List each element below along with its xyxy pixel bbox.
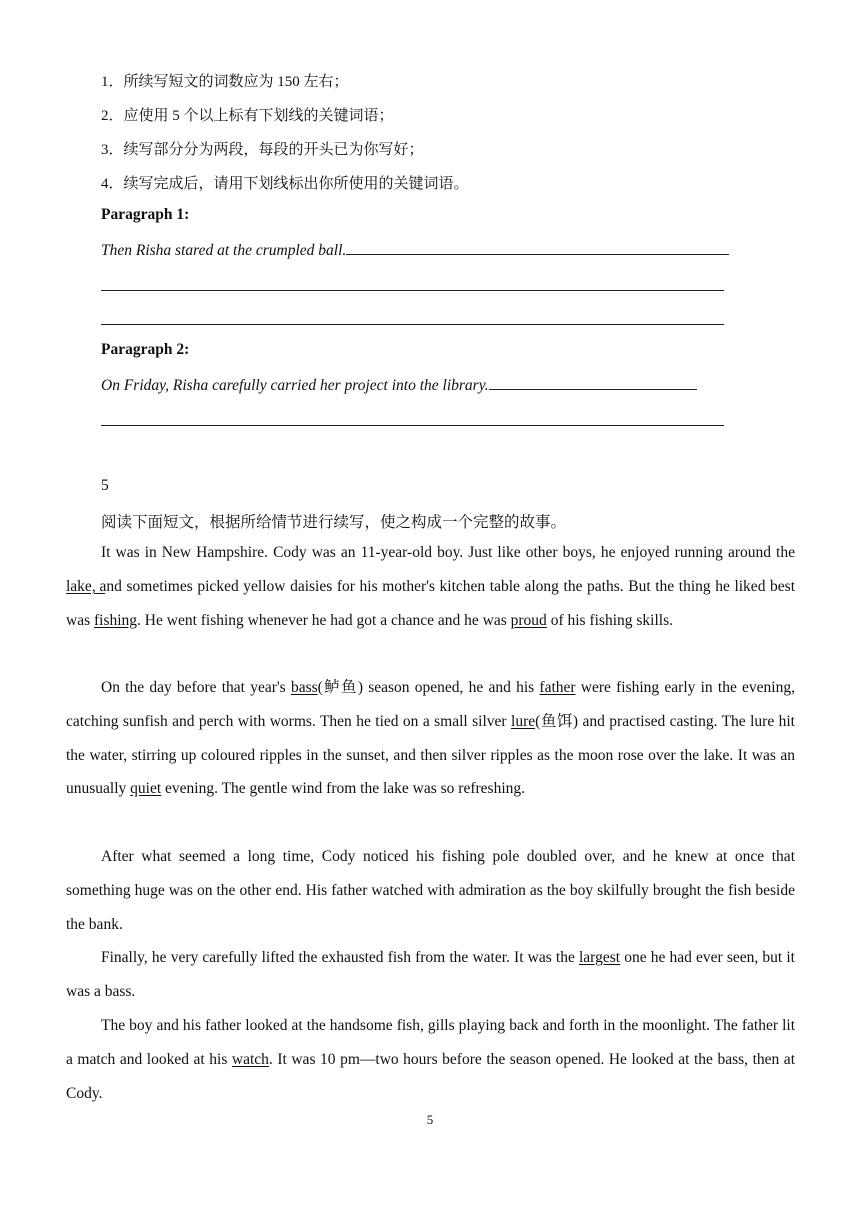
keyword-watch: watch — [231, 1050, 269, 1068]
requirement-2: 2．应使用 5 个以上标有下划线的关键词语； — [101, 108, 394, 124]
writing-line[interactable] — [101, 324, 724, 325]
requirement-4: 4．续写完成后，请用下划线标出你所使用的关键词语。 — [101, 176, 469, 192]
section-number: 5 — [101, 477, 109, 494]
page-number: 5 — [426, 1112, 434, 1127]
paragraph-2-heading: Paragraph 2: — [101, 341, 190, 358]
paragraph-2-opening: On Friday, Risha carefully carried her project into the library. — [101, 377, 489, 394]
keyword-largest: largest — [579, 949, 621, 966]
story-paragraph-1: It was in New Hampshire. Cody was an 11-year-old boy. Just like other boys, he enjoyed running around the lake, and sometimes picked yellow daisies for his mother's kitchen table along the paths. But the thing he liked best was fishing. He went fishing whenever he had got a chance and he was proud of his fishing skills. — [66, 544, 796, 629]
requirement-1: 1．所续写短文的词数应为 150 左右； — [101, 74, 349, 90]
keyword-lake: lake, — [66, 577, 96, 595]
writing-line[interactable] — [101, 290, 724, 291]
keyword-bass: bass — [290, 679, 318, 696]
writing-blank[interactable] — [489, 375, 697, 390]
keyword-father: father — [539, 679, 576, 696]
story-paragraph-3: After what seemed a long time, Cody noticed his fishing pole doubled over, and he knew at once that something huge was on the other end. His father watched with admiration as the boy skilfully brought the fish beside the bank. — [66, 848, 795, 933]
instruction: 阅读下面短文，根据所给情节进行续写，使之构成一个完整的故事。 — [101, 514, 567, 531]
writing-blank[interactable] — [346, 240, 729, 255]
requirement-3: 3．续写部分分为两段，每段的开头已为你写好； — [101, 142, 424, 158]
keyword-quiet: quiet — [130, 780, 162, 798]
story-paragraph-5: The boy and his father looked at the handsome fish, gills playing back and forth in the moonlight. The father lit a match and looked at his watch. It was 10 pm—two hours before the season opened. He looked at the bass, then at Cody. — [66, 1017, 795, 1102]
paragraph-1-opening: Then Risha stared at the crumpled ball. — [101, 242, 347, 259]
writing-line[interactable] — [101, 425, 724, 426]
paragraph-1-line — [101, 240, 729, 260]
keyword-proud: proud — [510, 611, 547, 629]
paragraph-1-heading: Paragraph 1: — [101, 206, 190, 223]
story-paragraph-2: On the day before that year's bass(鲈鱼) season opened, he and his father were fishing early in the evening, catching sunfish and perch with worms. Then he tied on a small silver lure(鱼饵) and practised casting. The lure hit the water, stirring up coloured ripples in the sunset, and then silver ripples as the moon rose over the lake. It was an unusually quiet evening. The gentle wind from the lake was so refreshing. — [66, 679, 795, 798]
keyword-lure: lure — [511, 712, 536, 730]
keyword-fishing: fishing — [93, 611, 138, 629]
story-paragraph-4: Finally, he very carefully lifted the exhausted fish from the water. It was the largest one he had ever seen, but it was a bass. — [66, 949, 795, 1000]
paragraph-2-line — [101, 375, 697, 395]
